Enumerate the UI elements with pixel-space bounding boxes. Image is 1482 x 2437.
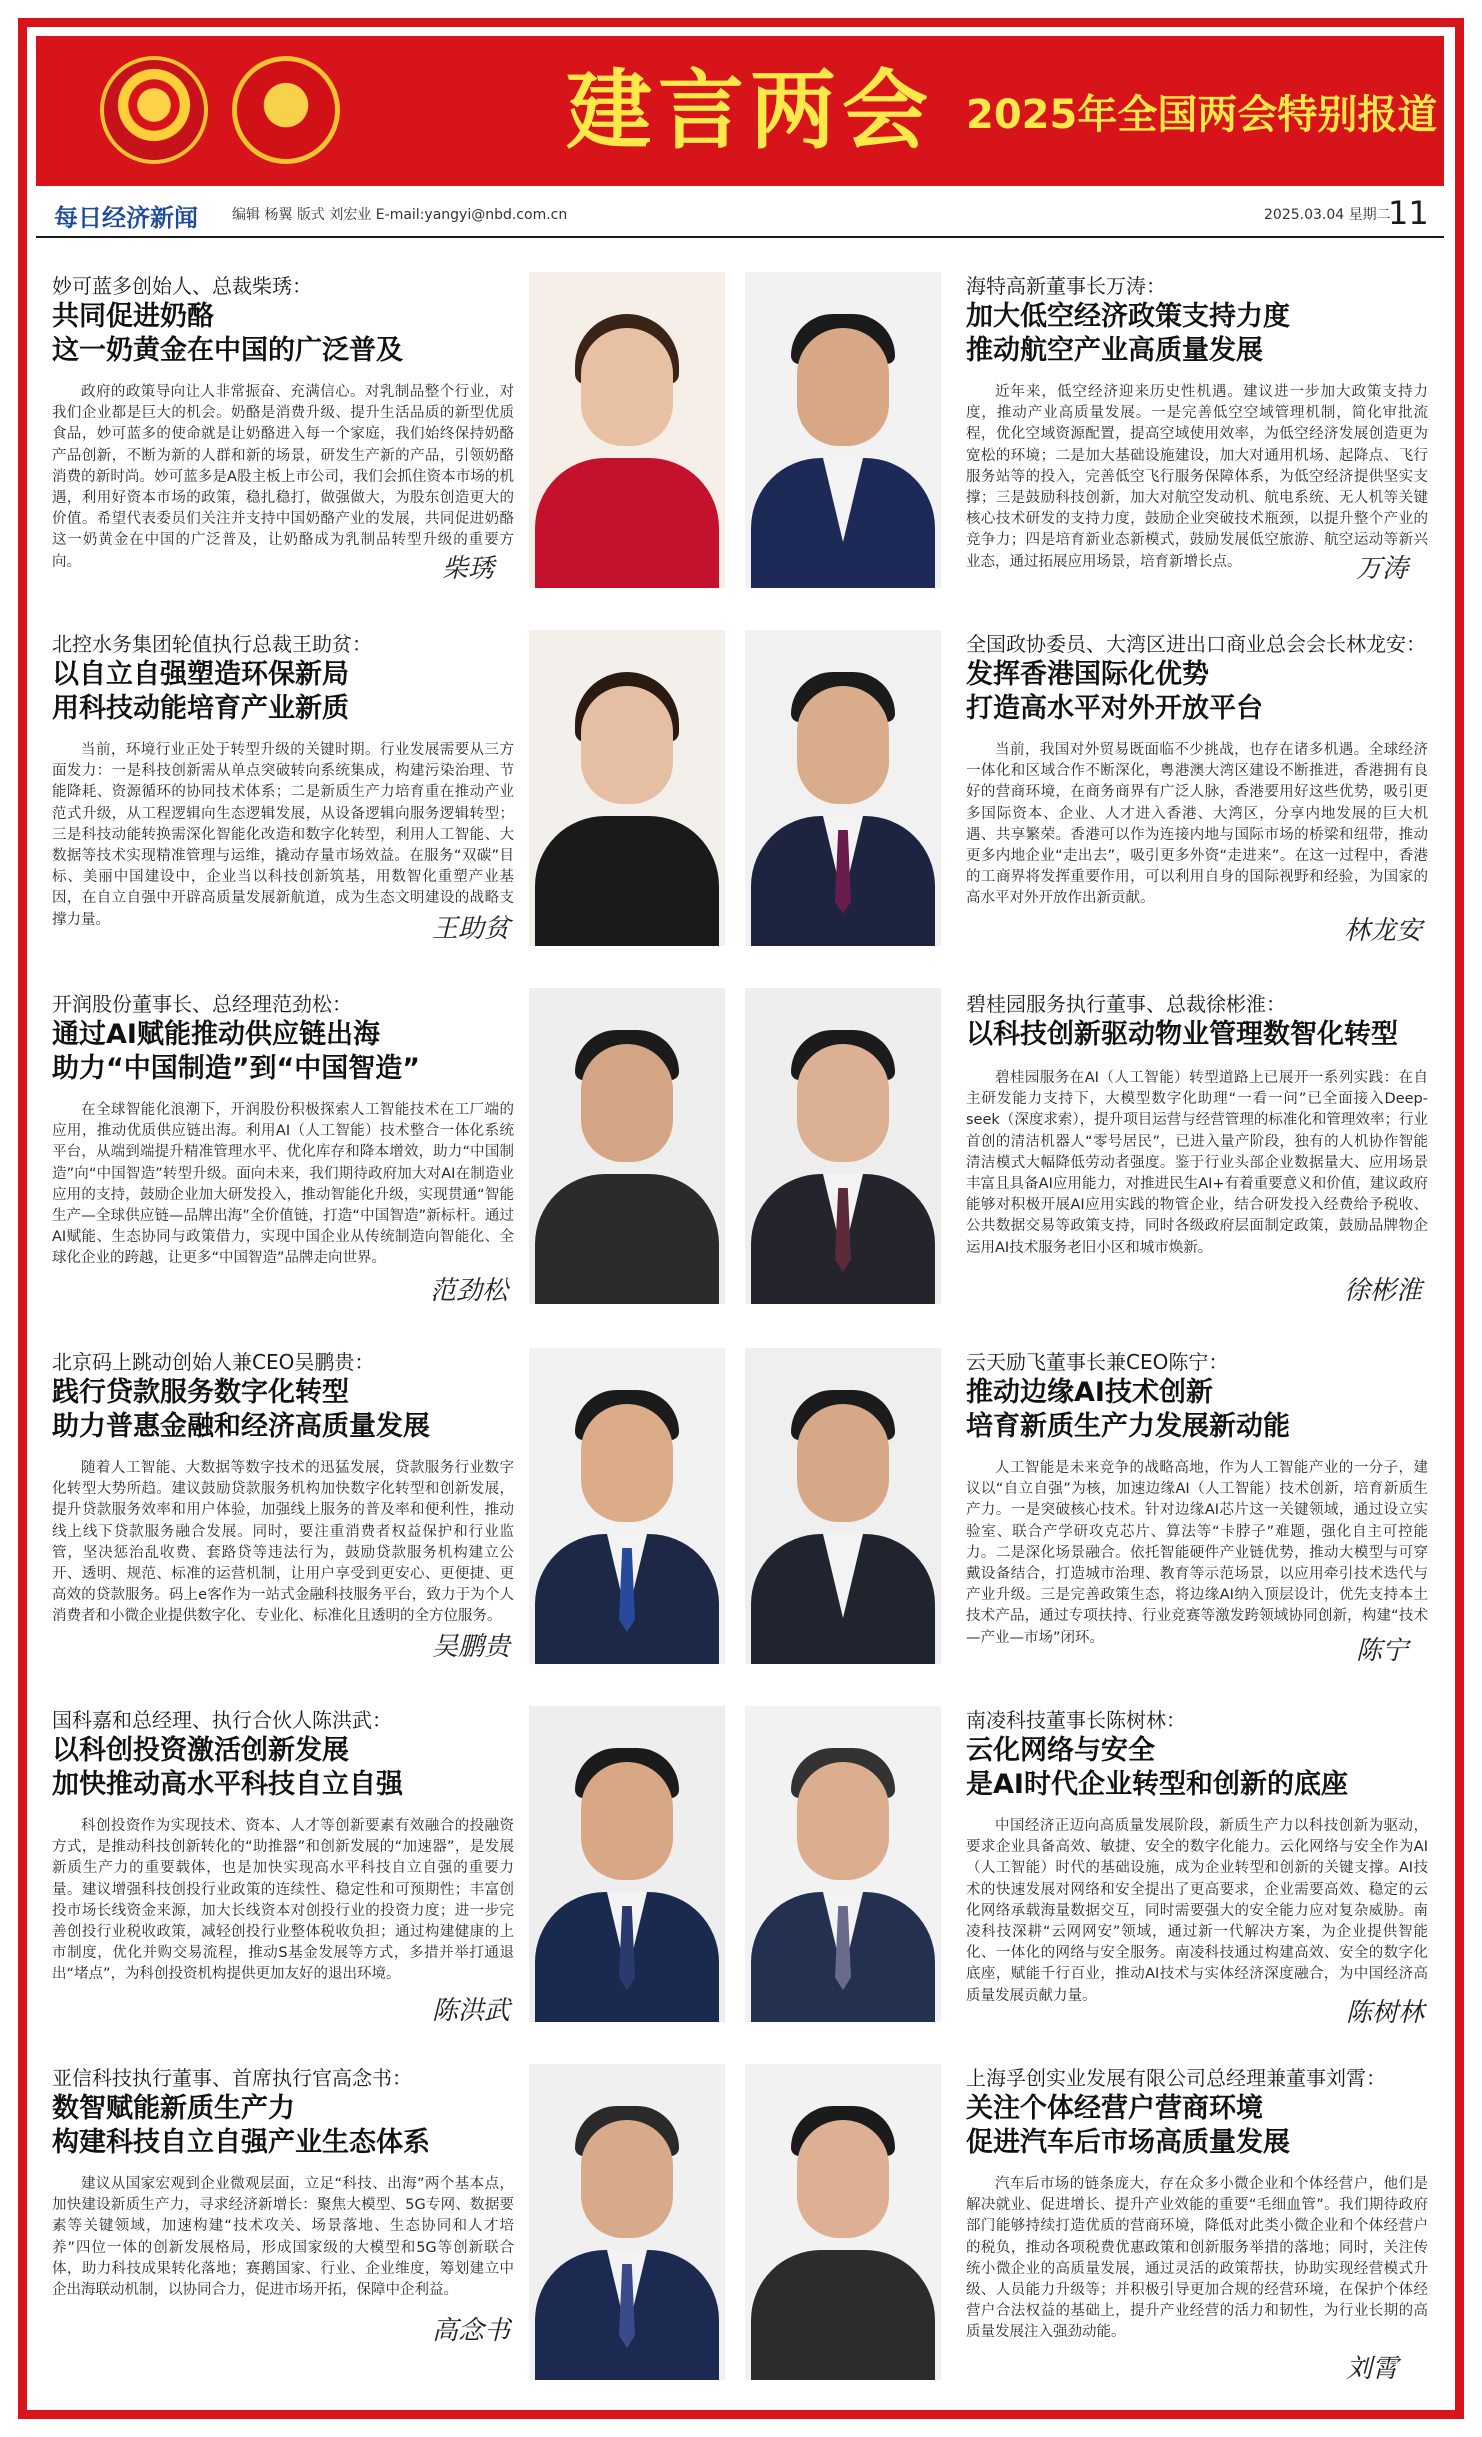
headline-line-2: 培育新质生产力发展新动能 — [966, 1411, 1290, 1442]
signature: 刘霄 — [1346, 2354, 1399, 2384]
headline-line-2: 促进汽车后市场高质量发展 — [966, 2127, 1290, 2158]
portrait-photo — [529, 630, 725, 946]
article-body: 汽车后市场的链条庞大，存在众多小微企业和个体经营户，他们是解决就业、促进增长、提升产业效能的重要“毛细血管”。我们期待政府部门能够持续打造优质的营商环境，降低对此类小微企业和个体经营户的税负，推动各项税费优惠政策和创新服务举措的落地；同时，关注传统小微企业的高质量发展，通过灵活的政策帮扶，协助实现经营模式升级、人员能力升级等；并积极引导更加合规的经营环境，在保护个体经营户合法权益的基础上，提升产业经营的活力和韧性，为行业长期的高质量发展注入强劲动能。 — [966, 2176, 1428, 2341]
speaker-line: 上海孚创实业发展有限公司总经理兼董事刘霄： — [966, 2066, 1386, 2090]
article-body: 近年来，低空经济迎来历史性机遇。建议进一步加大政策支持力度，推动产业高质量发展。一是完善低空空域管理机制，简化审批流程，优化空域资源配置，提高空域使用效率，为低空经济发展创造更为宽松的环境；二是加大基础设施建设，加大对通用机场、起降点、飞行服务站等的投入，完善低空飞行服务保障体系，为低空经济提供坚实支撑；三是鼓励科技创新，加大对航空发动机、航电系统、无人机等关键核心技术研发的支持力度，鼓励企业突破技术瓶颈，以提升整个产业的竞争力；四是培育新业态新模式，鼓励发展低空旅游、航空运动等新兴业态，通过拓展应用场景，培育新增长点。 — [966, 384, 1428, 570]
article-body: 随着人工智能、大数据等数字技术的迅猛发展，贷款服务行业数字化转型大势所趋。建议鼓励贷款服务机构加快数字化转型和创新发展，提升贷款服务效率和用户体验，加强线上服务的普及率和便利性，推动线上线下贷款服务融合发展。同时，要注重消费者权益保护和行业监管，坚决惩治乱收费、套路贷等违法行为，鼓励贷款服务机构建立公开、透明、规范、标准的运营机制，让用户享受到更安心、更便捷、更高效的贷款服务。码上e客作为一站式金融科技服务平台，致力于为个人消费者和小微企业提供数字化、专业化、标准化且透明的全方位服务。 — [52, 1460, 514, 1625]
article-headline — [966, 2092, 1290, 2160]
portrait-photo — [745, 988, 941, 1304]
portrait-photo — [529, 2064, 725, 2380]
portrait-photo — [745, 272, 941, 588]
portrait-photo — [745, 1348, 941, 1664]
banner-subtitle: 2025年全国两会特别报道 — [966, 92, 1438, 138]
signature: 范劲松 — [430, 1276, 509, 1306]
signature: 高念书 — [432, 2316, 511, 2346]
speaker-line: 碧桂园服务执行董事、总裁徐彬淮： — [966, 992, 1286, 1016]
speaker-line: 全国政协委员、大湾区进出口商业总会会长林龙安： — [966, 632, 1426, 656]
headline-line-1: 以科技创新驱动物业管理数智化转型 — [966, 1019, 1398, 1050]
portrait-photo — [745, 630, 941, 946]
signature: 陈宁 — [1356, 1636, 1409, 1666]
banner-title: 建言两会 — [566, 60, 934, 161]
speaker-line: 北控水务集团轮值执行总裁王助贫： — [52, 632, 372, 656]
speaker-line: 北京码上跳动创始人兼CEO吴鹏贵： — [52, 1350, 375, 1374]
signature: 陈树林 — [1346, 1998, 1425, 2028]
headline-line-1: 通过AI赋能推动供应链出海 — [52, 1019, 380, 1050]
article-headline — [52, 1376, 430, 1444]
article-body: 政府的政策导向让人非常振奋、充满信心。对乳制品整个行业，对我们企业都是巨大的机会。奶酪是消费升级、提升生活品质的新型优质食品，妙可蓝多的使命就是让奶酪进入每一个家庭，我们始终保持奶酪产品创新，不断为新的人群和新的场景，研发生产新的产品，引领奶酪消费的新时尚。妙可蓝多是A股主板上市公司，我们会抓住资本市场的机遇，利用好资本市场的政策，稳扎稳打，做强做大，为股东创造更大的价值。希望代表委员们关注并支持中国奶酪产业的发展，共同促进奶酪这一奶黄金在中国的广泛普及，让奶酪成为乳制品转型升级的重要方向。 — [52, 384, 514, 570]
article-headline — [52, 2092, 430, 2160]
headline-line-2: 打造高水平对外开放平台 — [966, 693, 1263, 724]
article-headline — [966, 658, 1263, 726]
speaker-line: 云天励飞董事长兼CEO陈宁： — [966, 1350, 1229, 1374]
signature: 陈洪武 — [432, 1996, 511, 2026]
portrait-photo — [529, 1706, 725, 2022]
article-headline — [52, 1734, 403, 1802]
article-body: 建议从国家宏观到企业微观层面，立足“科技、出海”两个基本点，加快建设新质生产力，寻求经济新增长：聚焦大模型、5G专网、数据要素等关键领域，加速构建“技术攻关、场景落地、生态协同和人才培养”四位一体的创新发展格局，形成国家级的大模型和5G等创新联合体，助力科技成果转化落地；赛鹅国家、行业、企业维度，筹划建立中企出海联动机制，以协同合力，促进市场开拓，保障中企利益。 — [52, 2176, 514, 2299]
banner — [36, 36, 1444, 186]
article-body: 碧桂园服务在AI（人工智能）转型道路上已展开一系列实践：在自主研发能力支持下，大模型数字化助理“一看一问”已全面接入Deep-seek（深度求索），提升项目运营与经营管理的标准化和管理效率；行业首创的清洁机器人“零号居民”，已进入量产阶段，独有的人机协作智能清洁模式大幅降低劳动者强度。鉴于行业头部企业数据量大、应用场景丰富且具备AI应用能力，对推进民生AI+有着重要意义和价值，建议政府能够对积极开展AI应用实践的物管企业，结合研发投入经费给予税收、公共数据交易等政策支持，同时各级政府层面制定政策，鼓励品牌物企运用AI技术服务老旧小区和城市焕新。 — [966, 1070, 1428, 1256]
headline-line-2: 助力“中国制造”到“中国智造” — [52, 1053, 420, 1084]
headline-line-1: 发挥香港国际化优势 — [966, 659, 1209, 690]
speaker-line: 开润股份董事长、总经理范劲松： — [52, 992, 352, 1016]
speaker-line: 妙可蓝多创始人、总裁柴琇： — [52, 274, 312, 298]
article-headline — [966, 1018, 1398, 1052]
portrait-photo — [745, 1706, 941, 2022]
headline-line-2: 用科技动能培育产业新质 — [52, 693, 349, 724]
article-body: 科创投资作为实现技术、资本、人才等创新要素有效融合的投融资方式，是推动科技创新转化的“助推器”和创新发展的“加速器”，是发展新质生产力的重要载体，也是加快实现高水平科技自立自强的重要力量。建议增强科技创投行业政策的连续性、稳定性和可预期性；丰富创投市场长线资金来源，加大长线资本对创投行业的投资力度；进一步完善创投行业税收政策，减轻创投行业整体税收负担；通过构建健康的上市制度，优化并购交易流程，推动S基金发展等方式，多措并举打通退出“堵点”，为科创投资机构提供更加友好的退出环境。 — [52, 1818, 514, 1983]
signature: 王助贫 — [432, 914, 511, 944]
paper-name: 每日经济新闻 — [54, 203, 198, 232]
headline-line-1: 关注个体经营户营商环境 — [966, 2093, 1263, 2124]
issue-date: 2025.03.04 星期二 — [1264, 207, 1391, 223]
national-emblem-icon — [100, 56, 208, 164]
headline-line-2: 构建科技自立自强产业生态体系 — [52, 2127, 430, 2158]
signature: 万涛 — [1356, 554, 1409, 584]
signature: 林龙安 — [1344, 916, 1423, 946]
article-body: 中国经济正迈向高质量发展阶段，新质生产力以科技创新为驱动，要求企业具备高效、敏捷、安全的数字化能力。云化网络与安全作为AI（人工智能）时代的基础设施，成为企业转型和创新的关键支撑。AI技术的快速发展对网络和安全提出了更高要求，企业需要高效、稳定的云化网络承载海量数据交互，同时需要强大的安全能力应对复杂威胁。南凌科技深耕“云网网安”领域，通过新一代解决方案，为企业提供智能化、一体化的网络与安全服务。南凌科技通过构建高效、安全的数字化底座，赋能千行百业，推动AI技术与实体经济深度融合，为中国经济高质量发展贡献力量。 — [966, 1818, 1428, 2004]
headline-line-1: 加大低空经济政策支持力度 — [966, 301, 1290, 332]
masthead — [36, 192, 1444, 238]
article-headline — [52, 1018, 420, 1086]
article-body: 在全球智能化浪潮下，开润股份积极探索人工智能技术在工厂端的应用，推动优质供应链出海。利用AI（人工智能）技术整合一体化系统平台，从端到端提升精准管理水平、优化库存和降本增效，助力“中国制造”向“中国智造”转型升级。面向未来，我们期待政府加大对AI在制造业应用的支持，鼓励企业加大研发投入，推动智能化升级，实现贯通“智能生产—全球供应链—品牌出海”全价值链，打造“中国智造”新标杆。通过AI赋能、生态协同与政策借力，实现中国企业从传统制造向智能化、全球化企业的跨越，让更多“中国智造”品牌走向世界。 — [52, 1102, 514, 1267]
headline-line-2: 这一奶黄金在中国的广泛普及 — [52, 335, 403, 366]
headline-line-1: 以自立自强塑造环保新局 — [52, 659, 349, 690]
signature: 徐彬淮 — [1344, 1276, 1423, 1306]
article-body: 人工智能是未来竞争的战略高地，作为人工智能产业的一分子，建议以“自立自强”为核，加速边缘AI（人工智能）技术创新，培育新质生产力。一是突破核心技术。针对边缘AI芯片这一关键领域，通过设立实验室、联合产学研攻克芯片、算法等“卡脖子”难题，强化自主可控能力。二是深化场景融合。依托智能硬件产业链优势，推动大模型与可穿戴设备结合，打造城市治理、教育等示范场景，以应用牵引技术迭代与产业升级。三是完善政策生态，将边缘AI纳入顶层设计，优先支持本土技术产品，通过专项扶持、行业竞赛等激发跨领域协同创新，构建“技术—产业—市场”闭环。 — [966, 1460, 1428, 1646]
editor-line: 编辑 杨翼 版式 刘宏业 E-mail:yangyi@nbd.com.cn — [232, 207, 568, 223]
portrait-photo — [745, 2064, 941, 2380]
speaker-line: 南凌科技董事长陈树林： — [966, 1708, 1186, 1732]
article-headline — [966, 300, 1290, 368]
cppcc-emblem-icon — [232, 56, 340, 164]
headline-line-2: 推动航空产业高质量发展 — [966, 335, 1263, 366]
signature: 柴琇 — [442, 554, 495, 584]
speaker-line: 海特高新董事长万涛： — [966, 274, 1166, 298]
headline-line-2: 是AI时代企业转型和创新的底座 — [966, 1769, 1348, 1800]
speaker-line: 国科嘉和总经理、执行合伙人陈洪武： — [52, 1708, 392, 1732]
headline-line-1: 数智赋能新质生产力 — [52, 2093, 295, 2124]
headline-line-1: 推动边缘AI技术创新 — [966, 1377, 1213, 1408]
speaker-line: 亚信科技执行董事、首席执行官高念书： — [52, 2066, 412, 2090]
article-body: 当前，我国对外贸易既面临不少挑战，也存在诸多机遇。全球经济一体化和区域合作不断深化，粤港澳大湾区建设不断推进，香港拥有良好的营商环境，在商务商界有广泛人脉，香港要用好这些优势，吸引更多国际资本、企业、人才进入香港、大湾区，分享内地发展的巨大机遇、共享繁荣。香港可以作为连接内地与国际市场的桥梁和纽带，推动更多内地企业“走出去”，吸引更多外资“走进来”。在这一过程中，香港的工商界将发挥重要作用，可以利用自身的国际视野和经验，为国家的高水平对外开放作出新贡献。 — [966, 742, 1428, 907]
article-body: 当前，环境行业正处于转型升级的关键时期。行业发展需要从三方面发力：一是科技创新需从单点突破转向系统集成，构建污染治理、节能降耗、资源循环的协同技术体系；二是新质生产力培育重在推动产业范式升级，从工程逻辑向生态逻辑发展，从设备逻辑向服务逻辑转型；三是科技动能转换需深化智能化改造和数字化转型，利用人工智能、大数据等技术实现精准管理与运维，撬动存量市场效益。在服务“双碳”目标、美丽中国建设中，企业当以科技创新筑基，用数智化重塑产业基因，在自立自强中开辟高质量发展新航道，成为生态文明建设的战略支撑力量。 — [52, 742, 514, 928]
headline-line-1: 以科创投资激活创新发展 — [52, 1735, 349, 1766]
signature: 吴鹏贵 — [432, 1632, 511, 1662]
headline-line-2: 助力普惠金融和经济高质量发展 — [52, 1411, 430, 1442]
headline-line-1: 践行贷款服务数字化转型 — [52, 1377, 349, 1408]
portrait-photo — [529, 1348, 725, 1664]
article-headline — [966, 1376, 1290, 1444]
portrait-photo — [529, 272, 725, 588]
headline-line-2: 加快推动高水平科技自立自强 — [52, 1769, 403, 1800]
page-number: 11 — [1388, 194, 1429, 232]
article-headline — [52, 300, 403, 368]
article-headline — [52, 658, 349, 726]
article-headline — [966, 1734, 1348, 1802]
headline-line-1: 共同促进奶酪 — [52, 301, 214, 332]
portrait-photo — [529, 988, 725, 1304]
headline-line-1: 云化网络与安全 — [966, 1735, 1155, 1766]
